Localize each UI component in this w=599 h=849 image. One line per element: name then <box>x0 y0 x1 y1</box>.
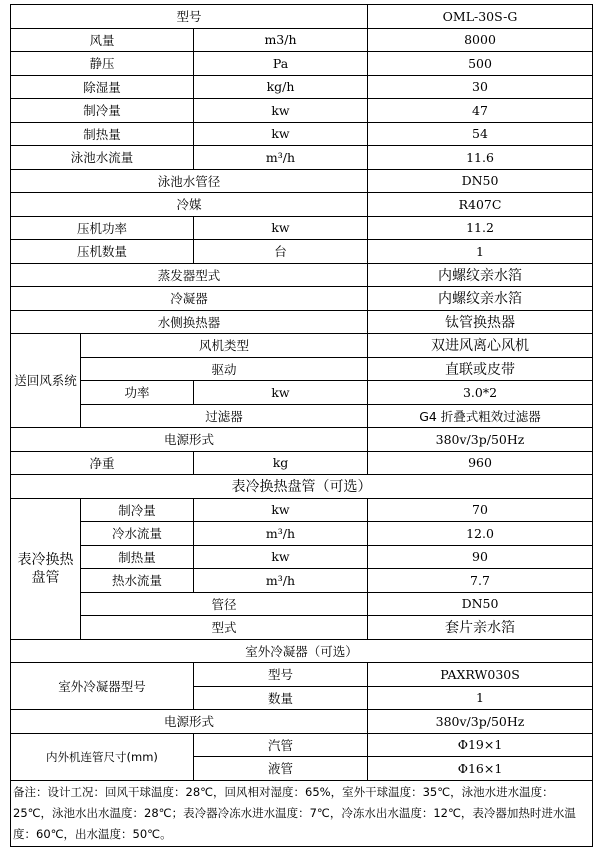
row-label: 静压 <box>11 52 194 76</box>
row-unit: kw <box>194 381 368 405</box>
row-unit: kg <box>194 451 368 475</box>
table-row <box>11 569 593 593</box>
table-row <box>11 404 593 428</box>
table-row <box>11 451 593 475</box>
row-label: 泳池水流量 <box>11 146 194 170</box>
row-value: 11.2 <box>368 216 593 240</box>
section-heading: 室外冷凝器（可选） <box>11 639 593 663</box>
row-unit: kw <box>194 216 368 240</box>
table-row <box>11 310 593 334</box>
row-unit: kw <box>194 498 368 522</box>
table-row <box>11 169 593 193</box>
row-value: 8000 <box>368 28 593 52</box>
air-system-group-label: 送回风系统 <box>11 334 81 428</box>
row-value: 直联或皮带 <box>368 357 593 381</box>
row-label: 泳池水管径 <box>11 169 368 193</box>
table-row <box>11 240 593 264</box>
row-label: 制冷量 <box>11 99 194 123</box>
row-value: 380v/3p/50Hz <box>368 428 593 452</box>
table-row <box>11 122 593 146</box>
model-value: OML-30S-G <box>368 5 593 29</box>
row-value: 960 <box>368 451 593 475</box>
row-label: 风机类型 <box>81 334 368 358</box>
row-label: 除湿量 <box>11 75 194 99</box>
table-row <box>11 216 593 240</box>
table-row <box>11 52 593 76</box>
row-label: 制热量 <box>11 122 194 146</box>
table-row <box>11 75 593 99</box>
row-label: 制冷量 <box>81 498 194 522</box>
table-row <box>11 498 593 522</box>
row-label: 蒸发器型式 <box>11 263 368 287</box>
surface-coil-group-label: 表冷换热盘管 <box>11 498 81 639</box>
row-value: PAXRW030S <box>368 663 593 687</box>
row-value: DN50 <box>368 592 593 616</box>
table-row <box>11 733 593 757</box>
table-row <box>11 780 593 846</box>
row-label: 汽管 <box>194 733 368 757</box>
row-unit: m³/h <box>194 146 368 170</box>
table-row <box>11 263 593 287</box>
row-value: 3.0*2 <box>368 381 593 405</box>
row-value: 47 <box>368 99 593 123</box>
row-label: 数量 <box>194 686 368 710</box>
row-label: 型号 <box>194 663 368 687</box>
row-value: 500 <box>368 52 593 76</box>
row-label: 压机功率 <box>11 216 194 240</box>
row-unit: kg/h <box>194 75 368 99</box>
connection-group-label: 内外机连管尺寸(mm) <box>11 733 194 780</box>
row-label: 冷凝器 <box>11 287 368 311</box>
row-value: DN50 <box>368 169 593 193</box>
row-unit: m³/h <box>194 569 368 593</box>
row-unit: kw <box>194 545 368 569</box>
row-value: 钛管换热器 <box>368 310 593 334</box>
row-label: 液管 <box>194 757 368 781</box>
row-label: 风量 <box>11 28 194 52</box>
table-row <box>11 334 593 358</box>
row-unit: Pa <box>194 52 368 76</box>
row-value: Φ19×1 <box>368 733 593 757</box>
row-value: 11.6 <box>368 146 593 170</box>
table-row <box>11 193 593 217</box>
table-row <box>11 616 593 640</box>
row-value: 套片亲水箔 <box>368 616 593 640</box>
row-label: 冷水流量 <box>81 522 194 546</box>
design-note: 备注：设计工况：回风干球温度：28℃，回风相对湿度：65%，室外干球温度：35℃，泳池水进水温度：25℃，泳池水出水温度：28℃；表冷器冷冻水进水温度：7℃，冷冻水出水温度：12℃，表冷器加热时进水温度：60℃，出水温度：50℃。 <box>11 780 593 846</box>
row-value: 双进风离心风机 <box>368 334 593 358</box>
row-value: Φ16×1 <box>368 757 593 781</box>
table-row <box>11 99 593 123</box>
outdoor-group-label: 室外冷凝器型号 <box>11 663 194 710</box>
section-heading: 表冷换热盘管（可选） <box>11 475 593 499</box>
table-row <box>11 381 593 405</box>
table-row <box>11 639 593 663</box>
row-value: 380v/3p/50Hz <box>368 710 593 734</box>
row-value: 30 <box>368 75 593 99</box>
row-value: 90 <box>368 545 593 569</box>
row-value: R407C <box>368 193 593 217</box>
row-unit: 台 <box>194 240 368 264</box>
table-row <box>11 357 593 381</box>
row-value: 内螺纹亲水箔 <box>368 287 593 311</box>
table-row <box>11 5 593 29</box>
table-row <box>11 663 593 687</box>
table-row <box>11 428 593 452</box>
row-value: 1 <box>368 240 593 264</box>
table-row <box>11 28 593 52</box>
table-row <box>11 146 593 170</box>
row-unit: m3/h <box>194 28 368 52</box>
model-label: 型号 <box>11 5 368 29</box>
row-value: 70 <box>368 498 593 522</box>
row-value: 12.0 <box>368 522 593 546</box>
row-label: 功率 <box>81 381 194 405</box>
table-row <box>11 545 593 569</box>
table-row <box>11 287 593 311</box>
row-value: 内螺纹亲水箔 <box>368 263 593 287</box>
row-label: 净重 <box>11 451 194 475</box>
row-label: 冷媒 <box>11 193 368 217</box>
row-unit: kw <box>194 122 368 146</box>
row-label: 水侧换热器 <box>11 310 368 334</box>
table-row <box>11 710 593 734</box>
row-value: 7.7 <box>368 569 593 593</box>
row-label: 电源形式 <box>11 710 368 734</box>
row-unit: m³/h <box>194 522 368 546</box>
table-row <box>11 522 593 546</box>
row-value: 54 <box>368 122 593 146</box>
row-label: 管径 <box>81 592 368 616</box>
row-label: 压机数量 <box>11 240 194 264</box>
row-label: 驱动 <box>81 357 368 381</box>
row-label: 制热量 <box>81 545 194 569</box>
row-label: 过滤器 <box>81 404 368 428</box>
row-label: 热水流量 <box>81 569 194 593</box>
row-value: 1 <box>368 686 593 710</box>
row-unit: kw <box>194 99 368 123</box>
row-value: G4 折叠式粗效过滤器 <box>368 404 593 428</box>
row-label: 型式 <box>81 616 368 640</box>
spec-table <box>10 4 593 847</box>
row-label: 电源形式 <box>11 428 368 452</box>
table-row <box>11 592 593 616</box>
table-row <box>11 475 593 499</box>
